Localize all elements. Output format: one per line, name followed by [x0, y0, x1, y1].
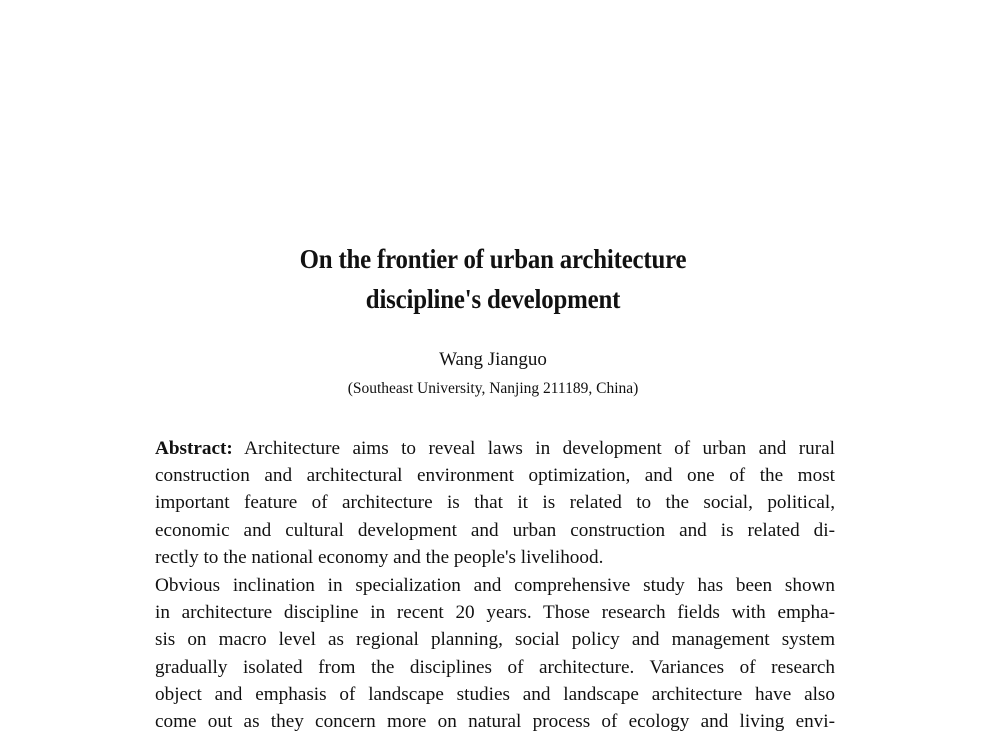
abstract-line: Obvious inclination in specialization and comprehensive study has been shown — [155, 575, 835, 596]
abstract-line: economic and cultural development and urban construction and is related di- — [155, 520, 835, 541]
author-name: Wang Jianguo — [439, 349, 547, 370]
abstract-line: come out as they concern more on natural process of ecology and living envi- — [155, 711, 835, 732]
abstract-line: in architecture discipline in recent 20 years. Those research fields with empha- — [155, 602, 835, 623]
abstract-line: sis on macro level as regional planning, social policy and management system — [155, 629, 835, 650]
abstract-line: construction and architectural environment optimization, and one of the most — [155, 465, 835, 486]
paper-title-line-2: discipline's development — [365, 284, 621, 314]
abstract-line: object and emphasis of landscape studies and landscape architecture have also — [155, 684, 835, 705]
abstract-line — [155, 437, 835, 461]
abstract-line: rectly to the national economy and the people's livelihood. — [155, 547, 604, 568]
abstract-line: important feature of architecture is that it is related to the social, political, — [155, 492, 835, 513]
abstract-line: gradually isolated from the disciplines of architecture. Variances of research — [155, 657, 835, 678]
abstract-label: Abstract: — [155, 438, 233, 459]
paper-title-line-1: On the frontier of urban architecture — [299, 244, 687, 274]
author-affiliation: (Southeast University, Nanjing 211189, China) — [347, 380, 639, 397]
abstract-text: Architecture aims to reveal laws in development of urban and rural — [244, 438, 835, 459]
